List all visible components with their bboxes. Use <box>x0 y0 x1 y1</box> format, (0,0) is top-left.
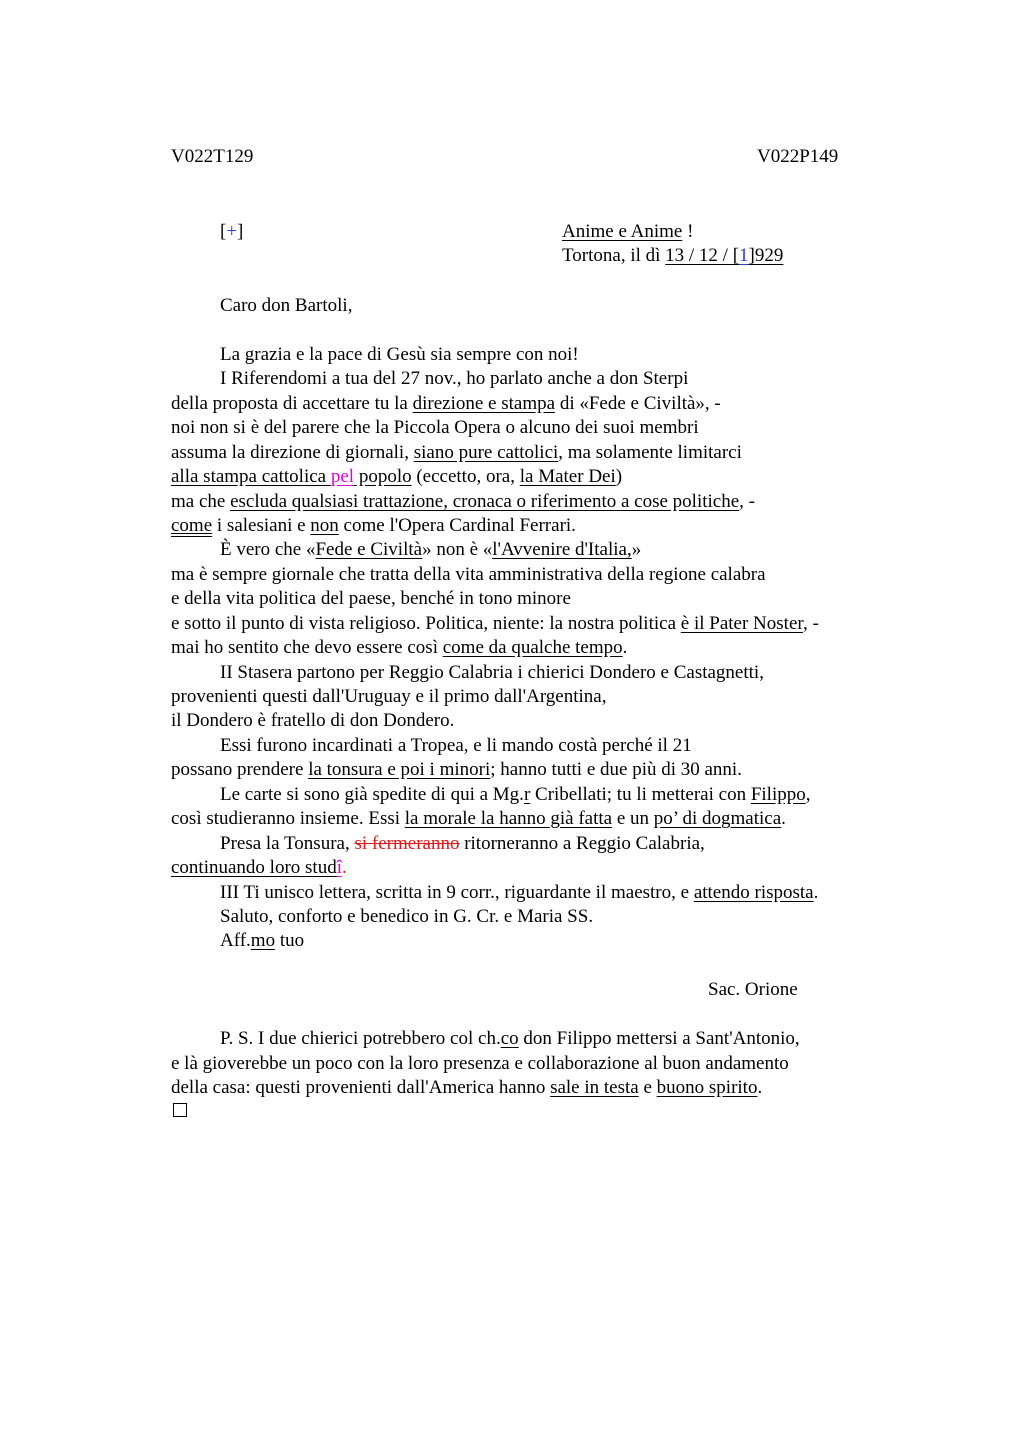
body-line: ma è sempre giornale che tratta della vita amministrativa della regione calabra <box>171 564 766 585</box>
postscript-line: della casa: questi provenienti dall'America hanno sale in testa e buono spirito. <box>171 1077 763 1098</box>
signature: Sac. Orione <box>708 979 798 1000</box>
postscript-line: e là gioverebbe un poco con la loro presenza e collaborazione al buon andamento <box>171 1053 789 1074</box>
body-line: il Dondero è fratello di don Dondero. <box>171 710 455 731</box>
body-line: ma che escluda qualsiasi trattazione, cronaca o riferimento a cose politiche, - <box>171 491 755 512</box>
body-line: III Ti unisco lettera, scritta in 9 corr., riguardante il maestro, e attendo risposta. <box>220 882 819 903</box>
body-line: continuando loro studî. <box>171 857 347 878</box>
body-line: possano prendere la tonsura e poi i minori; hanno tutti e due più di 30 anni. <box>171 759 742 780</box>
salutation: Caro don Bartoli, <box>220 295 353 316</box>
body-line: della proposta di accettare tu la direzione e stampa di «Fede e Civiltà», - <box>171 393 721 414</box>
body-line: mai ho sentito che devo essere così come da qualche tempo. <box>171 637 628 658</box>
body-line: noi non si è del parere che la Piccola Opera o alcuno dei suoi membri <box>171 417 699 438</box>
body-line: È vero che «Fede e Civiltà» non è «l'Avvenire d'Italia,» <box>220 539 642 560</box>
body-line: assuma la direzione di giornali, siano pure cattolici, ma solamente limitarci <box>171 442 742 463</box>
body-line: così studieranno insieme. Essi la morale la hanno già fatta e un po’ di dogmatica. <box>171 808 786 829</box>
closing: Aff.mo tuo <box>220 930 305 951</box>
body-line: e sotto il punto di vista religioso. Politica, niente: la nostra politica è il Pater Noster, - <box>171 613 819 634</box>
document-code-right: V022P149 <box>757 146 839 167</box>
body-line: alla stampa cattolica pel popolo (eccetto, ora, la Mater Dei) <box>171 466 623 487</box>
greeting: La grazia e la pace di Gesù sia sempre con noi! <box>220 344 579 365</box>
postscript-line: P. S. I due chierici potrebbero col ch.co don Filippo mettersi a Sant'Antonio, <box>220 1028 800 1049</box>
deleted-text: si fermeranno <box>354 833 460 854</box>
body-line: e della vita politica del paese, benché in tono minore <box>171 588 571 609</box>
document-code-left: V022T129 <box>171 146 254 167</box>
plus-marker: + <box>226 221 238 242</box>
body-line: Le carte si sono già spedite di qui a Mg.r Cribellati; tu li metterai con Filippo, <box>220 784 811 805</box>
body-line: provenienti questi dall'Uruguay e il primo dall'Argentina, <box>171 686 607 707</box>
dateline: Tortona, il dì 13 / 12 / [1]929 <box>562 245 784 266</box>
motto: Anime e Anime ! <box>562 221 694 242</box>
body-line: Saluto, conforto e benedico in G. Cr. e Maria SS. <box>220 906 594 927</box>
body-line: I Riferendomi a tua del 27 nov., ho parlato anche a don Sterpi <box>220 368 689 389</box>
body-line: come i salesiani e non come l'Opera Cardinal Ferrari. <box>171 515 576 536</box>
body-line: Essi furono incardinati a Tropea, e li mando costà perché il 21 <box>220 735 692 756</box>
end-square-icon <box>173 1103 187 1117</box>
body-line: Presa la Tonsura, si fermeranno ritorneranno a Reggio Calabria, <box>220 833 705 854</box>
body-line: II Stasera partono per Reggio Calabria i chierici Dondero e Castagnetti, <box>220 662 764 683</box>
editorial-marker: [+] <box>220 221 244 242</box>
